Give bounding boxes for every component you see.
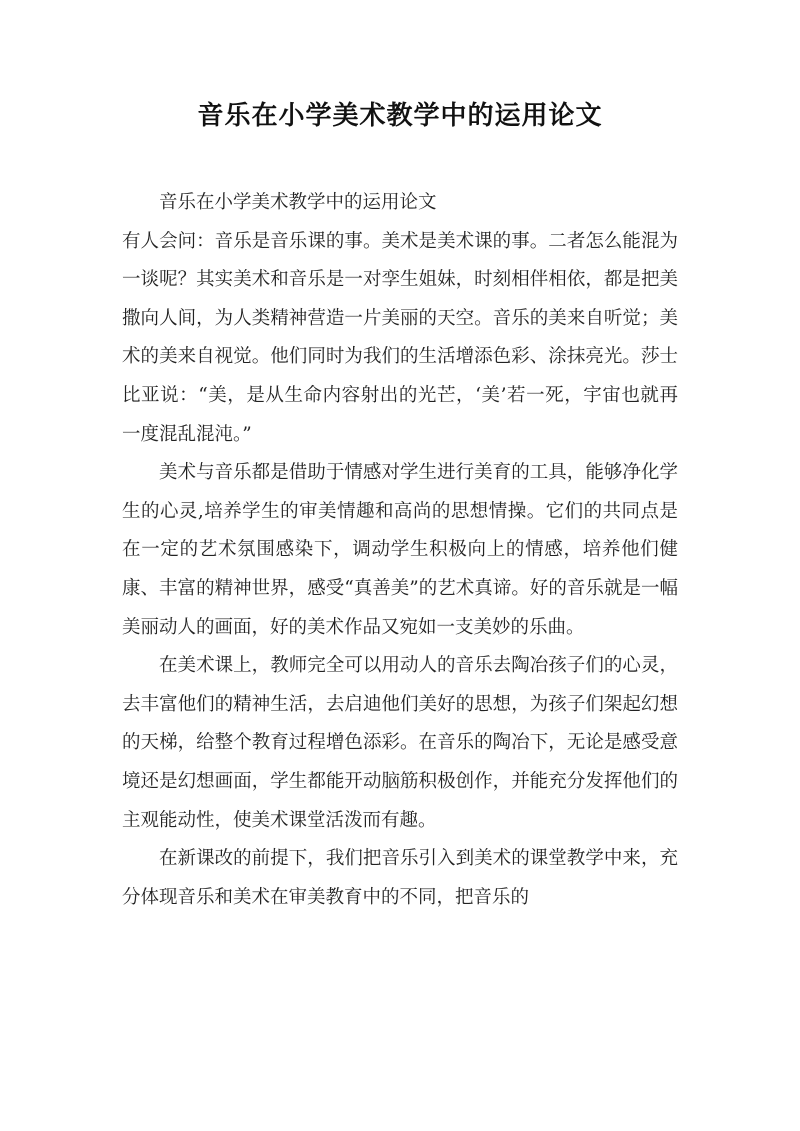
document-body bbox=[122, 184, 678, 917]
paragraph-1: 有人会问：音乐是音乐课的事。美术是美术课的事。二者怎么能混为一谈呢？其实美术和音乐是一对孪生姐妹，时刻相伴相依，都是把美撒向人间，为人类精神营造一片美丽的天空。音乐的美来自听觉；美术的美来自视觉。他们同时为我们的生活增添色彩、涂抹亮光。莎士比亚说：“美，是从生命内容射出的光芒，‘美’若一死，宇宙也就再一度混乱混沌。” bbox=[122, 230, 678, 445]
paragraph-subtitle: 音乐在小学美术教学中的运用论文 bbox=[159, 192, 437, 213]
page-title: 音乐在小学美术教学中的运用论文 bbox=[197, 101, 603, 131]
paragraph-2: 美术与音乐都是借助于情感对学生进行美育的工具，能够净化学生的心灵,培养学生的审美情趣和高尚的思想情操。它们的共同点是在一定的艺术氛围感染下，调动学生积极向上的情感，培养他们健康、丰富的精神世界，感受“真善美”的艺术真谛。好的音乐就是一幅美丽动人的画面，好的美术作品又宛如一支美妙的乐曲。 bbox=[122, 462, 678, 638]
paragraph-3: 在美术课上，教师完全可以用动人的音乐去陶冶孩子们的心灵，去丰富他们的精神生活，去启迪他们美好的思想，为孩子们架起幻想的天梯，给整个教育过程增色添彩。在音乐的陶冶下，无论是感受意境还是幻想画面，学生都能开动脑筋积极创作，并能充分发挥他们的主观能动性，使美术课堂活泼而有趣。 bbox=[122, 655, 678, 831]
paragraph-4: 在新课改的前提下，我们把音乐引入到美术的课堂教学中来，充分体现音乐和美术在审美教育中的不同，把音乐的 bbox=[122, 848, 678, 908]
